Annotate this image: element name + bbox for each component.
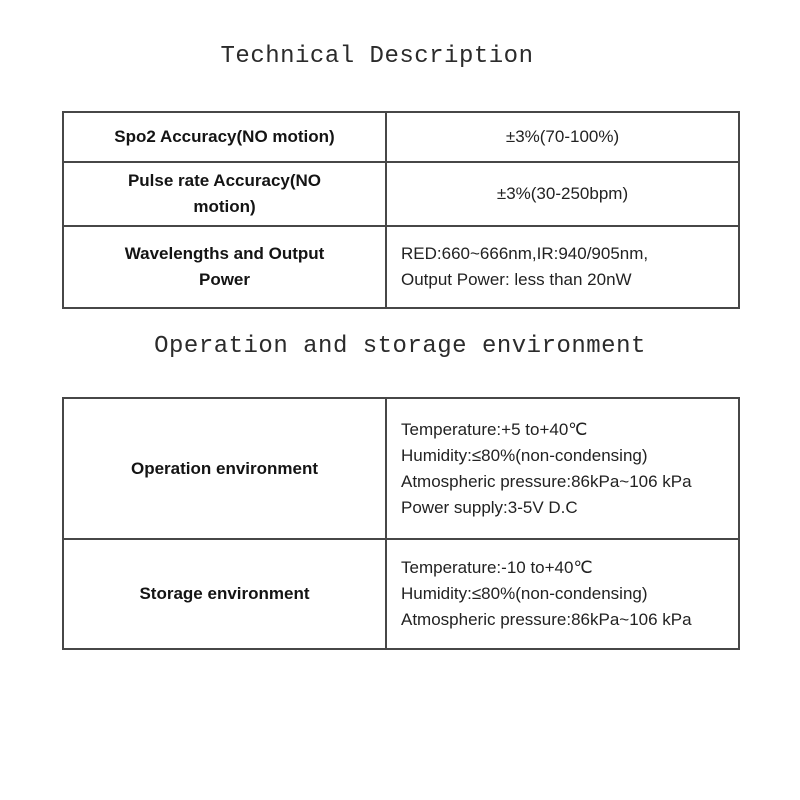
spec-value-line: Humidity:≤80%(non-condensing) [401,584,648,603]
spec-label-operation-environment: Operation environment [63,398,386,539]
spec-value-line: Atmospheric pressure:86kPa~106 kPa [401,610,692,629]
table-row-operation-environment [63,398,739,539]
spec-label-spo2-accuracy: Spo2 Accuracy(NO motion) [63,112,386,162]
table-row-pulse-rate-accuracy [63,162,739,226]
section-title-technical-description: Technical Description [220,43,534,70]
spec-value-pulse-rate-accuracy: ±3%(30-250bpm) [386,162,739,226]
spec-value-spo2-accuracy: ±3%(70-100%) [386,112,739,162]
spec-value-line: Temperature:+5 to+40℃ [401,419,588,439]
spec-value-wavelengths-output-power [386,226,739,308]
spec-value-line: Output Power: less than 20nW [401,270,632,289]
spec-value-line: Power supply:3-5V D.C [401,497,578,517]
spec-value-line: Temperature:-10 to+40℃ [401,558,593,577]
spec-label-storage-environment: Storage environment [63,539,386,649]
section-title-operation-storage-environment: Operation and storage environment [154,333,646,360]
spec-value-line: RED:660~666nm,IR:940/905nm, [401,244,649,263]
spec-value-storage-environment [386,539,739,649]
table-row-wavelengths-output-power [63,226,739,308]
table-row-storage-environment [63,539,739,649]
technical-spec-table [62,111,740,309]
spec-label-pulse-rate-accuracy: Pulse rate Accuracy(NO motion) [63,162,386,226]
spec-value-line: Atmospheric pressure:86kPa~106 kPa [401,471,692,491]
spec-value-line: Humidity:≤80%(non-condensing) [401,445,648,465]
spec-value-operation-environment [386,398,739,539]
spec-label-wavelengths-output-power: Wavelengths and Output Power [63,226,386,308]
environment-spec-table [62,397,740,650]
table-row-spo2-accuracy [63,112,739,162]
